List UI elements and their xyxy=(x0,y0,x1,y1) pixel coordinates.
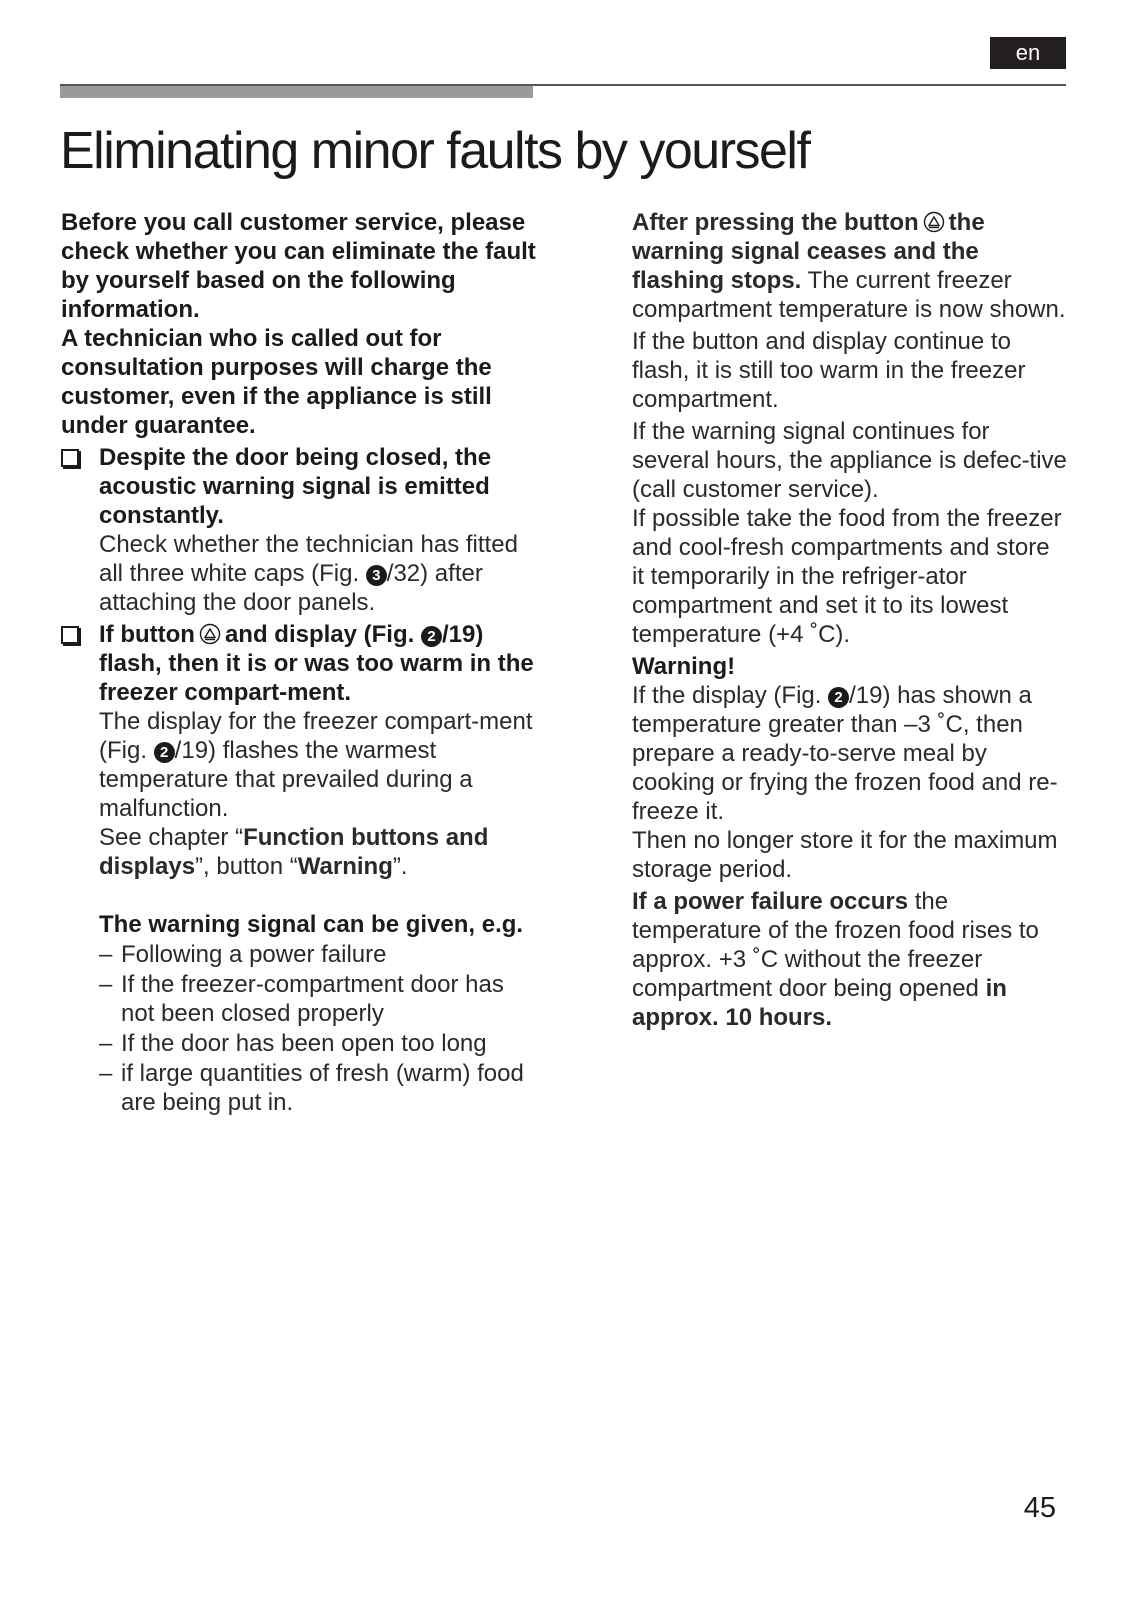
list-item: – If the freezer-compartment door has not been closed properly xyxy=(99,971,504,1027)
right-column xyxy=(632,208,1068,1032)
still-too-warm-paragraph: If the button and display continue to flash, it is still too warm in the freezer compartment. xyxy=(632,328,1026,413)
warning-paragraph: If the display (Fig. 2 /19) has shown a temperature greater than –3 ˚C, then prepare a ready-to-serve meal by cooking or frying the frozen food and re-freeze it. xyxy=(632,682,1058,825)
defective-paragraph: If the warning signal continues for several hours, the appliance is defec-tive (call customer service). xyxy=(632,418,1067,503)
chapter-reference: See chapter “Function buttons and displays”, button “Warning”. xyxy=(99,824,489,880)
figure-number-badge: 3 xyxy=(366,565,387,586)
language-tab: en xyxy=(990,37,1066,69)
page-title: Eliminating minor faults by yourself xyxy=(60,122,810,180)
warning-signal-heading: The warning signal can be given, e.g. xyxy=(99,911,524,938)
figure-number-badge: 2 xyxy=(828,687,849,708)
after-pressing-paragraph: After pressing the button the warning signal ceases and the flashing stops. The current freezer compartment temperature is now shown. xyxy=(632,209,1066,323)
checkbox-bullet-icon xyxy=(61,626,79,644)
header-accent-bar xyxy=(60,86,533,98)
fault-heading: Despite the door being closed, the acoustic warning signal is emitted constantly. xyxy=(99,444,492,529)
storage-period-paragraph: Then no longer store it for the maximum storage period. xyxy=(632,827,1058,883)
left-column xyxy=(61,208,541,1117)
power-failure-paragraph: If a power failure occurs the temperature of the frozen food rises to approx. +3 ˚C without the freezer compartment door being opened in approx. 10 hours. xyxy=(632,888,1039,1031)
fault-remedy: Check whether the technician has fitted all three white caps (Fig. 3 /32) after attaching the door panels. xyxy=(99,531,518,616)
warning-heading: Warning! xyxy=(632,653,736,680)
list-item: – If the door has been open too long xyxy=(99,1030,487,1057)
intro-paragraph: Before you call customer service, please check whether you can eliminate the fault by yourself based on the following information. xyxy=(61,209,536,323)
figure-number-badge: 2 xyxy=(421,626,442,647)
alarm-off-button-icon xyxy=(923,211,945,233)
alarm-off-button-icon xyxy=(199,623,221,645)
page-number: 45 xyxy=(1023,1492,1056,1524)
list-item: – Following a power failure xyxy=(99,941,387,968)
fault-heading: If button and display (Fig. 2 /19) flash, then it is or was too warm in the freezer compart-ment. xyxy=(99,621,534,706)
fault-remedy: The display for the freezer compart-ment (Fig. 2 /19) flashes the warmest temperature that prevailed during a malfunction. xyxy=(99,708,533,822)
fault-item-warning-signal xyxy=(61,443,541,617)
figure-number-badge: 2 xyxy=(154,742,175,763)
technician-charge-paragraph: A technician who is called out for consultation purposes will charge the customer, even if the appliance is still under guarantee. xyxy=(61,325,492,439)
list-item: – if large quantities of fresh (warm) food are being put in. xyxy=(99,1060,524,1116)
fault-item-button-flash xyxy=(61,620,541,1117)
checkbox-bullet-icon xyxy=(61,449,79,467)
store-food-paragraph: If possible take the food from the freezer and cool-fresh compartments and store it temporarily in the refriger-ator compartment and set it to its lowest temperature (+4 ˚C). xyxy=(632,505,1062,648)
